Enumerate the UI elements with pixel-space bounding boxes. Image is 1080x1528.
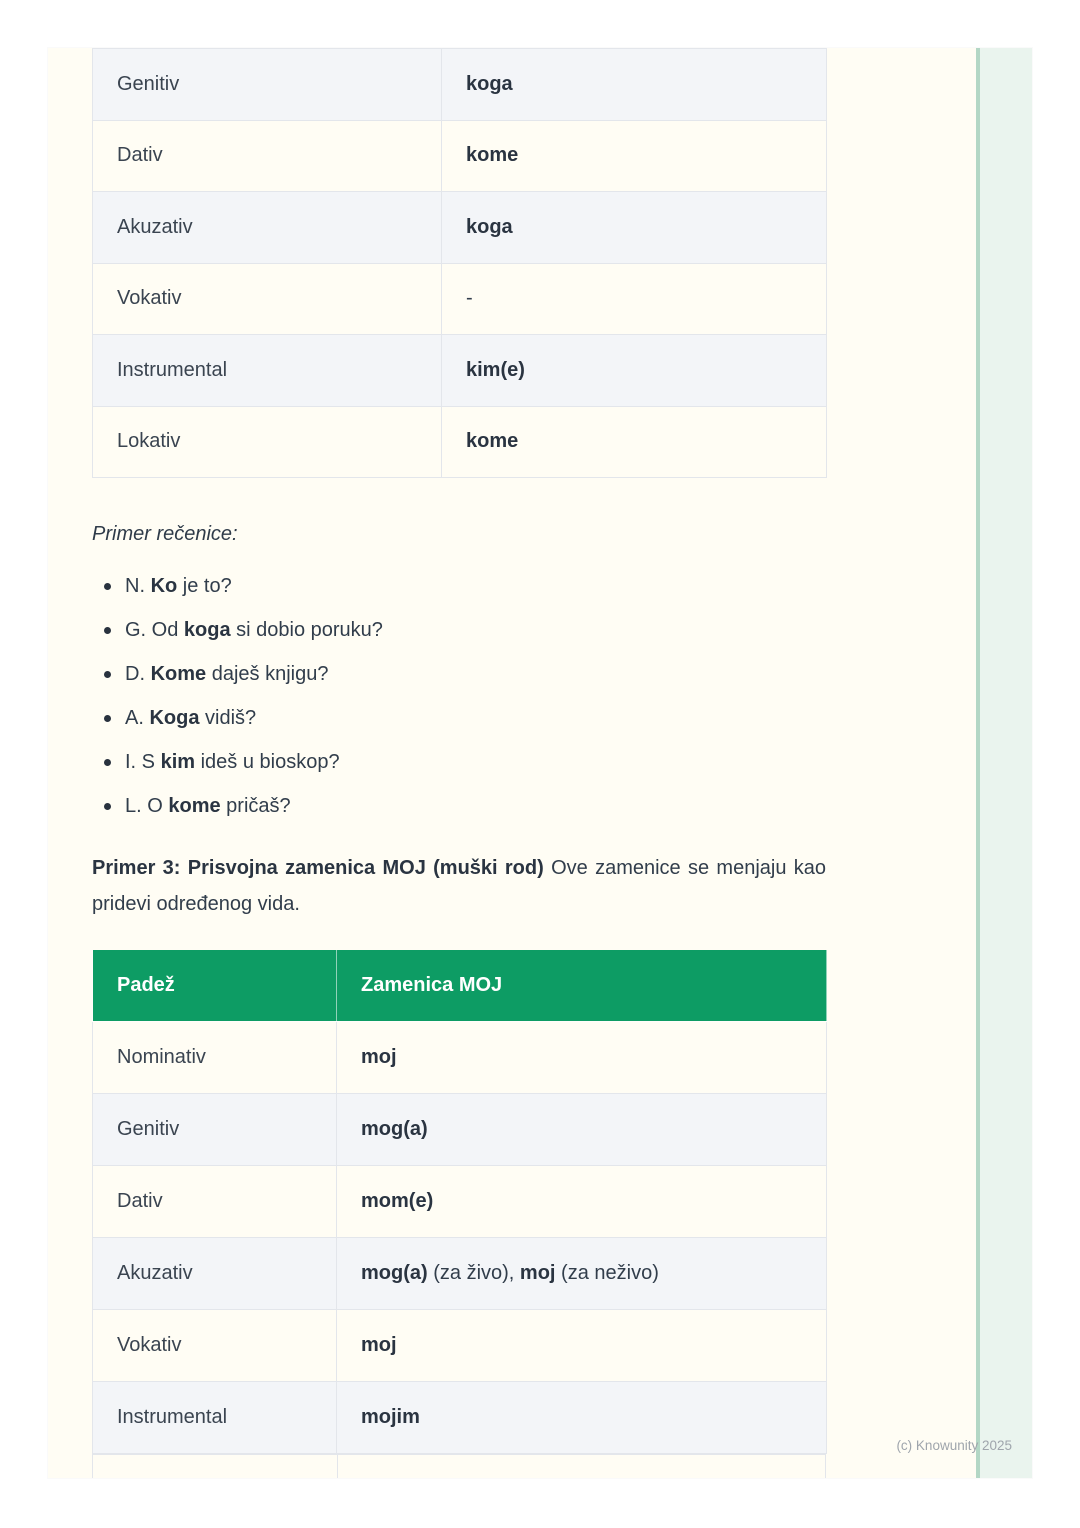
case-cell: Genitiv bbox=[93, 1093, 337, 1165]
text-segment: Koga bbox=[149, 707, 200, 729]
table-row bbox=[93, 120, 827, 192]
table-row-partial bbox=[92, 1454, 826, 1478]
text-segment: kome bbox=[466, 144, 519, 167]
case-cell: Lokativ bbox=[93, 406, 442, 478]
table-row bbox=[93, 1309, 827, 1381]
page-edge-stripe bbox=[976, 48, 1032, 1478]
example-sentence-item bbox=[92, 704, 826, 733]
text-segment: kim bbox=[160, 751, 196, 773]
table-row bbox=[93, 192, 827, 264]
example-sentence-item bbox=[92, 616, 826, 645]
value-cell bbox=[337, 1021, 827, 1093]
text-segment: - bbox=[466, 287, 473, 310]
text-segment: Kome bbox=[150, 663, 207, 685]
copyright-notice: (c) Knowunity 2025 bbox=[896, 1438, 1012, 1453]
text-segment: mog(a) bbox=[361, 1117, 428, 1140]
table-ko-cases bbox=[92, 48, 827, 478]
text-segment: kome bbox=[466, 430, 519, 453]
case-cell: Akuzativ bbox=[93, 1237, 337, 1309]
text-segment: koga bbox=[466, 72, 513, 95]
text-segment: kome bbox=[168, 795, 221, 817]
table-moj bbox=[92, 950, 827, 1454]
text-segment: moj bbox=[361, 1045, 397, 1068]
text-segment: (za živo), bbox=[427, 1261, 520, 1284]
value-cell bbox=[337, 1165, 827, 1237]
table-row bbox=[93, 1093, 827, 1165]
text-segment: koga bbox=[466, 215, 513, 238]
table-row bbox=[93, 1165, 827, 1237]
text-segment: kim(e) bbox=[466, 358, 525, 381]
table-row bbox=[93, 335, 827, 407]
text-segment: je to? bbox=[177, 575, 232, 597]
text-segment: daješ knjigu? bbox=[206, 663, 329, 685]
table-row bbox=[93, 263, 827, 335]
text-segment: moj bbox=[519, 1261, 556, 1284]
example-sentence-item bbox=[92, 748, 826, 777]
case-cell: Vokativ bbox=[93, 1309, 337, 1381]
value-cell bbox=[442, 192, 827, 264]
text-segment: Primer 3: Prisvojna zamenica MOJ (muški rod) bbox=[92, 857, 544, 879]
table-row bbox=[93, 1381, 827, 1453]
example-sentences-heading: Primer rečenice: bbox=[92, 523, 238, 545]
table-header-row bbox=[93, 950, 827, 1021]
case-cell: Dativ bbox=[93, 120, 442, 192]
case-cell: Instrumental bbox=[93, 335, 442, 407]
value-cell bbox=[337, 1237, 827, 1309]
example-sentence-list bbox=[92, 572, 826, 836]
text-segment: si dobio poruku? bbox=[230, 619, 383, 641]
text-segment: Ko bbox=[150, 575, 178, 597]
text-segment: vidiš? bbox=[199, 707, 257, 729]
value-cell bbox=[442, 120, 827, 192]
document-page bbox=[48, 48, 1032, 1478]
example-sentence-item bbox=[92, 792, 826, 821]
text-segment: pričaš? bbox=[220, 795, 291, 817]
table-row bbox=[93, 1021, 827, 1093]
text-segment: moj bbox=[361, 1333, 397, 1356]
text-segment: N. bbox=[125, 575, 151, 597]
text-segment: koga bbox=[183, 619, 231, 641]
example-sentence-item bbox=[92, 572, 826, 601]
column-divider bbox=[337, 1455, 338, 1478]
case-cell: Nominativ bbox=[93, 1021, 337, 1093]
case-cell: Akuzativ bbox=[93, 192, 442, 264]
value-cell bbox=[337, 1381, 827, 1453]
text-segment: mog(a) bbox=[361, 1261, 428, 1284]
header-cell: Zamenica MOJ bbox=[337, 950, 827, 1021]
case-cell: Instrumental bbox=[93, 1381, 337, 1453]
table-row bbox=[93, 49, 827, 121]
table-row bbox=[93, 406, 827, 478]
text-segment: mom(e) bbox=[361, 1189, 434, 1212]
value-cell bbox=[337, 1093, 827, 1165]
header-cell: Padež bbox=[93, 950, 337, 1021]
text-segment: mojim bbox=[361, 1405, 420, 1428]
value-cell bbox=[442, 49, 827, 121]
text-segment: (za neživo) bbox=[555, 1261, 659, 1284]
text-segment: ideš u bioskop? bbox=[195, 751, 340, 773]
value-cell bbox=[442, 335, 827, 407]
case-cell: Vokativ bbox=[93, 263, 442, 335]
text-segment: A. bbox=[125, 707, 150, 729]
table-ko-body bbox=[93, 49, 827, 478]
table-moj-body bbox=[93, 1021, 827, 1453]
case-cell: Genitiv bbox=[93, 49, 442, 121]
primer3-paragraph bbox=[92, 850, 826, 922]
text-segment: Ove zamenice se menjaju kao pridevi određenog vida. bbox=[92, 857, 827, 915]
text-segment: L. O bbox=[125, 795, 169, 817]
text-segment: G. Od bbox=[125, 619, 184, 641]
table-row bbox=[93, 1237, 827, 1309]
example-sentence-item bbox=[92, 660, 826, 689]
value-cell bbox=[442, 406, 827, 478]
text-segment: D. bbox=[125, 663, 151, 685]
text-segment: I. S bbox=[125, 751, 161, 773]
value-cell bbox=[337, 1309, 827, 1381]
case-cell: Dativ bbox=[93, 1165, 337, 1237]
value-cell bbox=[442, 263, 827, 335]
